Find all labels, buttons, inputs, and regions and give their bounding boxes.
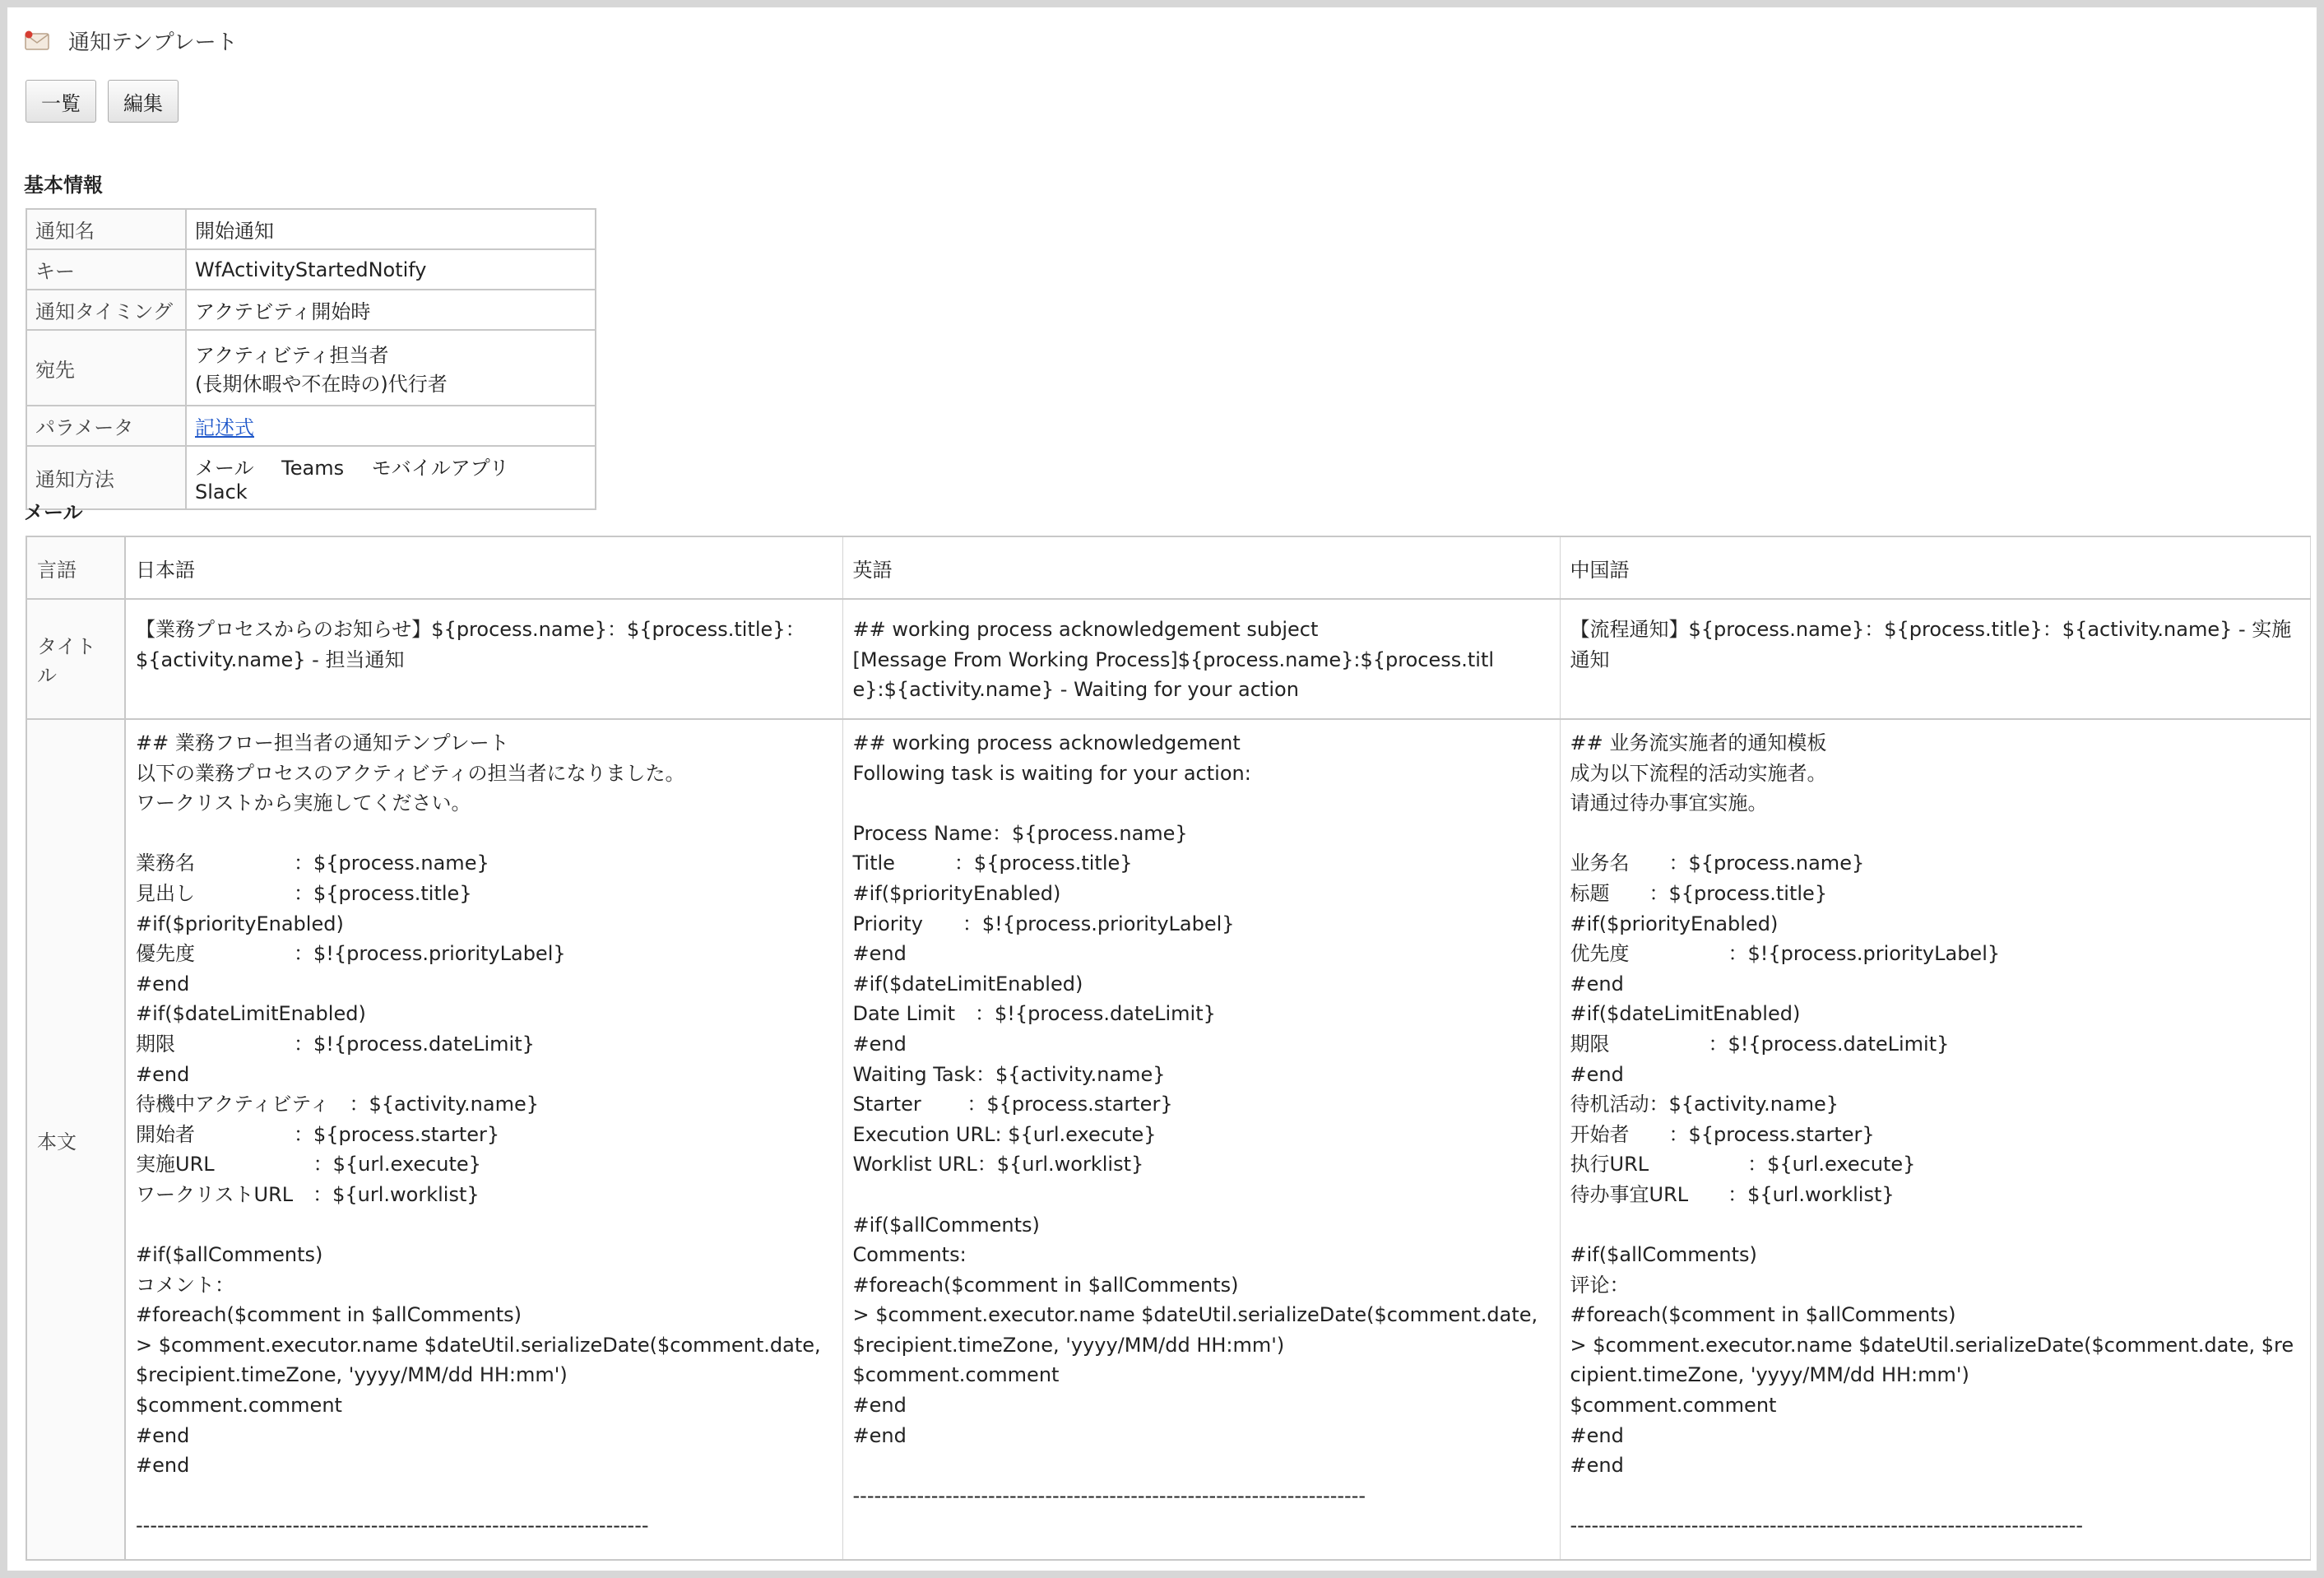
timing-value: アクテビティ開始時 [186, 290, 596, 330]
method-mail: メール [195, 457, 254, 480]
chinese-title-cell [1560, 599, 2310, 719]
basic-info-table [26, 208, 596, 510]
table-row [26, 536, 2310, 599]
toolbar [26, 80, 179, 123]
basic-info-heading: 基本情報 [24, 174, 103, 197]
method-mobile-app: モバイルアプリ [371, 457, 509, 480]
parameter-link[interactable]: 記述式 [195, 416, 254, 439]
name-value: 開始通知 [186, 209, 596, 249]
table-row [26, 330, 596, 406]
recipient-value [186, 330, 596, 406]
chinese-body-cell [1560, 719, 2310, 1560]
key-label: キー [26, 249, 186, 290]
body-label: 本文 [26, 719, 125, 1560]
table-row [26, 599, 2310, 719]
recipient-label: 宛先 [26, 330, 186, 406]
name-label: 通知名 [26, 209, 186, 249]
parameter-value [186, 406, 596, 446]
parameter-label: パラメータ [26, 406, 186, 446]
mail-icon [24, 30, 50, 51]
method-label: 通知方法 [26, 446, 186, 509]
japanese-body: ## 業務フロー担当者の通知テンプレート 以下の業務プロセスのアクティビティの担当者になりました。 ワークリストから実施してください。 業務名 ：${process.name} 見出し ：${process.title} #if($priorityEnabled) 優先度 ：$!{process.priorityLabel} #end #if($dateLimitEnabled) 期限 ：$!{process.dateLimit} #end 待機中アクティビティ ：${activity.name} 開始者 ：${process.starter} 実施URL ：${url.execute} ワークリストURL ：${url.worklist} #if($allComments) コメント： #foreach($comment in $allComments) > $comment.executor.name $dateUtil.serializeDate($comment.date, $recipient.timeZone, 'yyyy/MM/dd HH:mm') $comment.comment #end #end ------------------------------------------------------------------------ [136, 731, 821, 1538]
table-row [26, 406, 596, 446]
page-title: 通知テンプレート [68, 30, 238, 55]
english-header: 英語 [842, 536, 1560, 599]
chinese-body: ## 业务流实施者的通知模板 成为以下流程的活动实施者。 请通过待办事宜实施。 业务名 ：${process.name} 标题 ：${process.title} #if($priorityEnabled) 优先度 ：$!{process.priorityLabel} #end #if($dateLimitEnabled) 期限 ：$!{process.dateLimit} #end 待机活动：${activity.name} 开始者 ：${process.starter} 执行URL ：${url.execute} 待办事宜URL ：${url.worklist} #if($allComments) 评论： #foreach($comment in $allComments) > $comment.executor.name $dateUtil.serializeDate($comment.date, $recipient.timeZone, 'yyyy/MM/dd HH:mm') $comment.comment #end #end ------------------------------------------------------------------------ [1570, 731, 2294, 1538]
table-row [26, 209, 596, 249]
method-value [186, 446, 596, 509]
english-title: ## working process acknowledgement subject [Message From Working Process]${process.name}:${process.title}:${activity.name} - Waiting for your action [852, 618, 1495, 702]
english-body: ## working process acknowledgement Following task is waiting for your action: Process Name：${process.name} Title ：${process.title} #if($priorityEnabled) Priority ：$!{process.priorityLabel} #end #if($dateLimitEnabled) Date Limit ：$!{process.dateLimit} #end Waiting Task：${activity.name} Starter ：${process.starter} Execution URL: ${url.execute} Worklist URL：${url.worklist} #if($allComments) Comments: #foreach($comment in $allComments) > $comment.executor.name $dateUtil.serializeDate($comment.date, $recipient.timeZone, 'yyyy/MM/dd HH:mm') $comment.comment #end #end ------------------------------------------------------------------------ [852, 731, 1538, 1507]
list-button[interactable]: 一覧 [26, 80, 96, 123]
table-row [26, 290, 596, 330]
japanese-body-cell [125, 719, 842, 1560]
japanese-header: 日本語 [125, 536, 842, 599]
chinese-header: 中国語 [1560, 536, 2310, 599]
key-value: WfActivityStartedNotify [186, 249, 596, 290]
table-row [26, 249, 596, 290]
english-body-cell [842, 719, 1560, 1560]
method-teams: Teams [281, 457, 345, 480]
mail-heading: メール [24, 501, 83, 524]
recipient-line: (長期休暇や不在時の)代行者 [195, 373, 448, 396]
japanese-title: 【業務プロセスからのお知らせ】${process.name}：${process.title}：${activity.name} - 担当通知 [136, 618, 805, 671]
table-row [26, 446, 596, 509]
english-title-cell [842, 599, 1560, 719]
language-header: 言語 [26, 536, 125, 599]
page-header [24, 24, 238, 57]
table-row [26, 719, 2310, 1560]
japanese-title-cell [125, 599, 842, 719]
timing-label: 通知タイミング [26, 290, 186, 330]
recipient-line: アクティビティ担当者 [195, 344, 389, 367]
mail-template-table [26, 536, 2311, 1561]
chinese-title: 【流程通知】${process.name}：${process.title}：${activity.name} - 实施通知 [1570, 618, 2292, 671]
edit-button[interactable]: 編集 [108, 80, 179, 123]
title-label: タイトル [26, 599, 125, 719]
method-slack: Slack [195, 480, 248, 504]
